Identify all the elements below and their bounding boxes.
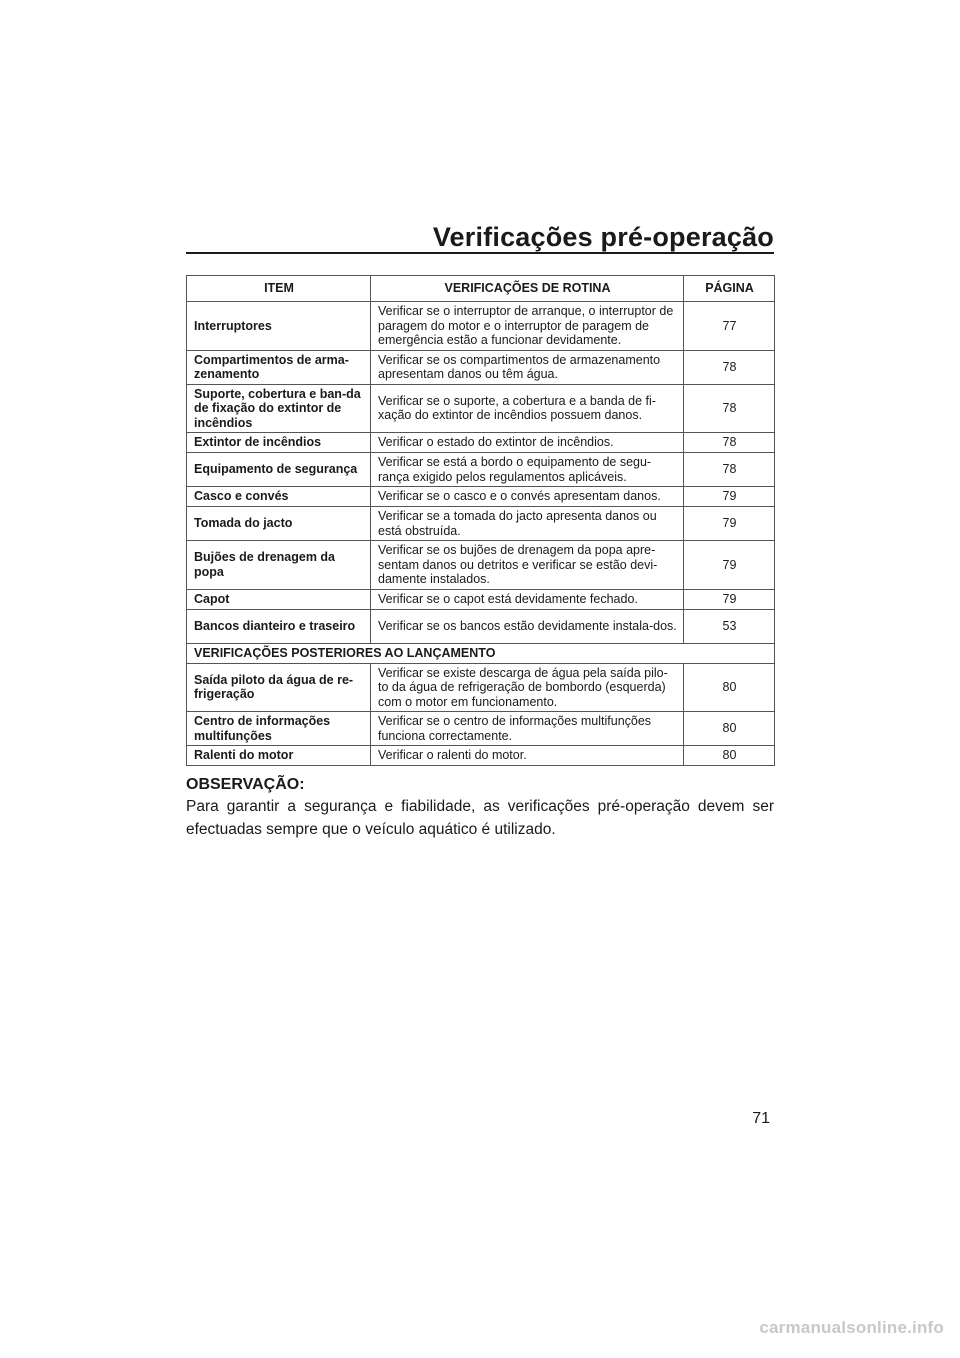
table-row (187, 746, 775, 766)
item-cell: Suporte, cobertura e ban-da de fixação do extintor de incêndios (187, 384, 371, 433)
page-title: Verificações pré-operação (432, 222, 774, 252)
column-header-item: ITEM (187, 276, 371, 302)
check-cell: Verificar se a tomada do jacto apresenta danos ou está obstruída. (371, 507, 684, 541)
page-cell: 80 (684, 746, 775, 766)
page-cell: 53 (684, 609, 775, 643)
item-cell: Capot (187, 589, 371, 609)
item-cell: Extintor de incêndios (187, 433, 371, 453)
page-cell: 78 (684, 350, 775, 384)
check-cell: Verificar se os compartimentos de armazenamento apresentam danos ou têm água. (371, 350, 684, 384)
page-cell: 79 (684, 507, 775, 541)
check-cell: Verificar se o interruptor de arranque, o interruptor de paragem do motor e o interruptor de paragem de emergência estão a funcionar devidamente. (371, 302, 684, 351)
table-row (187, 507, 775, 541)
item-cell: Casco e convés (187, 487, 371, 507)
item-cell: Compartimentos de arma-zenamento (187, 350, 371, 384)
note-heading: OBSERVAÇÃO: (186, 776, 305, 793)
page-cell: 78 (684, 453, 775, 487)
table-row (187, 589, 775, 609)
table-section-row (187, 643, 775, 663)
watermark-text: carmanualsonline.info (759, 1318, 944, 1337)
column-header-check: VERIFICAÇÕES DE ROTINA (371, 276, 684, 302)
item-cell: Saída piloto da água de re-frigeração (187, 663, 371, 712)
check-cell: Verificar se o casco e o convés apresentam danos. (371, 487, 684, 507)
table-row (187, 712, 775, 746)
table-row (187, 453, 775, 487)
check-cell: Verificar o estado do extintor de incêndios. (371, 433, 684, 453)
page-cell: 80 (684, 712, 775, 746)
page-cell: 79 (684, 541, 775, 590)
table-row (187, 487, 775, 507)
table-row (187, 350, 775, 384)
title-rule (186, 252, 774, 254)
page-number: 71 (752, 1110, 770, 1127)
check-cell: Verificar se os bancos estão devidamente instala-dos. (371, 609, 684, 643)
item-cell: Bancos dianteiro e traseiro (187, 609, 371, 643)
check-cell: Verificar se o capot está devidamente fechado. (371, 589, 684, 609)
item-cell: Ralenti do motor (187, 746, 371, 766)
item-cell: Interruptores (187, 302, 371, 351)
check-cell: Verificar se existe descarga de água pela saída pilo-to da água de refrigeração de bombordo (esquerda) com o motor em funcionamento. (371, 663, 684, 712)
item-cell: Centro de informações multifunções (187, 712, 371, 746)
table-row (187, 663, 775, 712)
page-cell: 77 (684, 302, 775, 351)
table-header-row (187, 276, 775, 302)
check-cell: Verificar se o centro de informações multifunções funciona correctamente. (371, 712, 684, 746)
item-cell: Equipamento de segurança (187, 453, 371, 487)
page-cell: 79 (684, 487, 775, 507)
item-cell: Bujões de drenagem da popa (187, 541, 371, 590)
page-cell: 80 (684, 663, 775, 712)
table-row (187, 302, 775, 351)
section-title: VERIFICAÇÕES POSTERIORES AO LANÇAMENTO (187, 643, 775, 663)
table-row (187, 384, 775, 433)
page-cell: 79 (684, 589, 775, 609)
check-cell: Verificar se o suporte, a cobertura e a banda de fi-xação do extintor de incêndios possuem danos. (371, 384, 684, 433)
check-cell: Verificar se está a bordo o equipamento de segu-rança exigido pelos regulamentos aplicáveis. (371, 453, 684, 487)
check-cell: Verificar se os bujões de drenagem da popa apre-sentam danos ou detritos e verificar se estão devi-damente instalados. (371, 541, 684, 590)
pre-operation-checks-table (186, 275, 775, 766)
item-cell: Tomada do jacto (187, 507, 371, 541)
table-row (187, 433, 775, 453)
check-cell: Verificar o ralenti do motor. (371, 746, 684, 766)
table-row (187, 609, 775, 643)
column-header-page: PÁGINA (684, 276, 775, 302)
page-cell: 78 (684, 433, 775, 453)
table-row (187, 541, 775, 590)
page-cell: 78 (684, 384, 775, 433)
note-text: Para garantir a segurança e fiabilidade, as verificações pré-operação devem ser efectuadas sempre que o veículo aquático é utilizado. (186, 798, 774, 838)
